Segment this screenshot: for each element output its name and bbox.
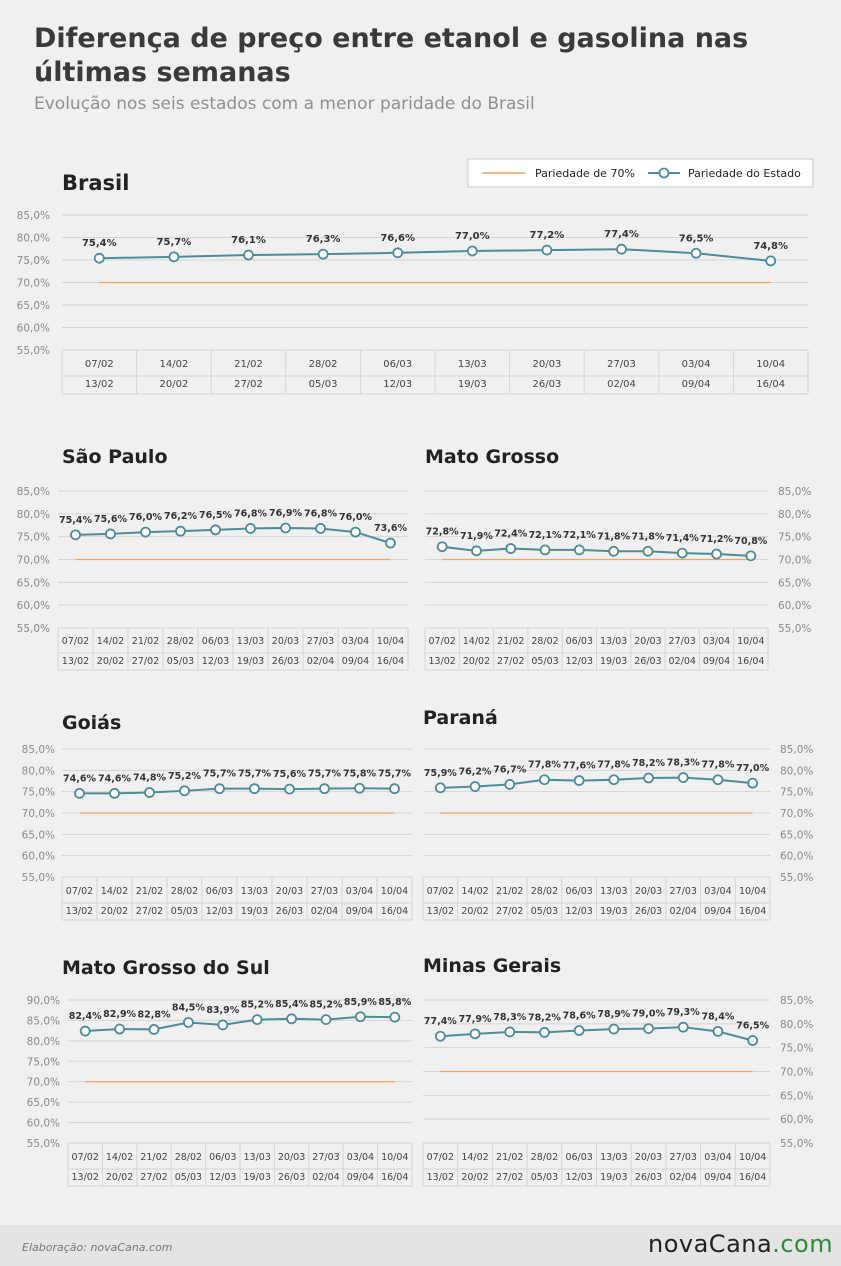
- y-tick-label: 85,0%: [780, 995, 814, 1007]
- data-label: 78,9%: [597, 1009, 631, 1021]
- y-tick-label: 80,0%: [778, 508, 812, 521]
- y-tick-label: 70,0%: [16, 554, 50, 567]
- data-label: 71,2%: [700, 534, 734, 546]
- data-label: 75,7%: [156, 236, 192, 248]
- data-label: 77,2%: [529, 230, 565, 242]
- x-tick-label-start: 20/03: [532, 359, 562, 370]
- x-tick-label-end: 19/03: [599, 656, 628, 667]
- x-tick-label-end: 12/03: [209, 1172, 237, 1183]
- data-label: 78,2%: [632, 758, 666, 770]
- x-tick-label-end: 12/03: [565, 906, 593, 917]
- x-tick-label-start: 27/03: [312, 1152, 340, 1163]
- x-tick-label-start: 14/02: [100, 886, 129, 897]
- x-tick-label-end: 26/03: [532, 379, 562, 390]
- y-tick-label: 55,0%: [26, 1138, 60, 1150]
- brand-suffix: .com: [772, 1230, 834, 1258]
- data-label: 79,3%: [666, 1007, 700, 1019]
- y-tick-label: 75,0%: [780, 786, 814, 799]
- y-tick-label: 55,0%: [16, 623, 50, 635]
- x-tick-label-end: 09/04: [681, 379, 711, 390]
- x-tick-label-end: 20/02: [462, 656, 491, 667]
- data-label: 85,4%: [275, 998, 309, 1010]
- data-label: 78,2%: [527, 1012, 561, 1024]
- x-tick-label-start: 06/03: [565, 636, 594, 647]
- x-tick-label-start: 21/02: [140, 1152, 168, 1163]
- x-tick-label-end: 16/04: [376, 656, 405, 667]
- x-tick-label-end: 20/02: [105, 1172, 134, 1183]
- data-label: 78,3%: [493, 1011, 527, 1023]
- y-tick-label: 55,0%: [780, 872, 814, 884]
- y-tick-label: 80,0%: [26, 1035, 60, 1048]
- data-label: 85,8%: [378, 997, 412, 1009]
- x-tick-label-start: 07/02: [71, 1152, 99, 1163]
- x-tick-label-end: 16/04: [737, 656, 765, 667]
- x-tick-label-start: 13/03: [600, 886, 628, 897]
- y-tick-label: 55,0%: [21, 872, 55, 884]
- x-tick-label-start: 27/03: [668, 636, 696, 647]
- x-tick-label-end: 27/02: [496, 906, 524, 917]
- data-label: 83,9%: [206, 1004, 240, 1016]
- x-tick-label-start: 14/02: [96, 636, 125, 647]
- y-tick-label: 70,0%: [21, 808, 55, 820]
- y-tick-label: 60,0%: [16, 322, 50, 335]
- data-point: [679, 1023, 688, 1032]
- chart-title: Paraná: [423, 707, 498, 729]
- x-tick-label-end: 26/03: [271, 656, 300, 667]
- x-tick-label-end: 12/03: [565, 656, 594, 667]
- x-tick-label-end: 09/04: [346, 1172, 375, 1183]
- x-tick-label-end: 26/03: [277, 1172, 306, 1183]
- y-tick-label: 85,0%: [778, 486, 812, 498]
- data-label: 75,8%: [343, 768, 376, 780]
- data-label: 75,4%: [81, 238, 117, 250]
- page-title: Diferença de preço entre etanol e gasolina nas últimas semanas: [34, 23, 749, 88]
- x-tick-label-start: 10/04: [756, 359, 786, 370]
- x-tick-label-end: 13/02: [71, 1172, 99, 1183]
- data-label: 71,8%: [597, 531, 631, 543]
- x-tick-label-start: 07/02: [426, 886, 455, 897]
- x-tick-label-end: 19/03: [600, 906, 628, 917]
- data-label: 77,9%: [458, 1013, 492, 1025]
- x-tick-label-start: 13/03: [600, 1152, 628, 1163]
- x-tick-label-start: 28/02: [531, 636, 559, 647]
- x-tick-label-start: 13/03: [236, 636, 265, 647]
- x-tick-label-start: 07/02: [65, 886, 94, 897]
- y-tick-label: 65,0%: [780, 829, 814, 842]
- x-tick-label-end: 27/02: [131, 656, 160, 667]
- x-tick-label-start: 20/03: [271, 636, 300, 647]
- x-tick-label-start: 14/02: [105, 1152, 134, 1163]
- x-tick-label-start: 07/02: [426, 1152, 455, 1163]
- data-label: 73,6%: [374, 523, 407, 535]
- data-label: 74,6%: [63, 773, 96, 785]
- data-label: 85,9%: [343, 996, 377, 1008]
- y-tick-label: 75,0%: [21, 786, 55, 799]
- x-tick-label-start: 27/03: [310, 886, 339, 897]
- chart-title: Brasil: [62, 171, 130, 195]
- x-tick-label-end: 27/02: [497, 656, 525, 667]
- y-tick-label: 70,0%: [778, 554, 812, 567]
- x-tick-label-end: 16/04: [738, 906, 767, 917]
- data-label: 76,2%: [164, 511, 197, 523]
- x-tick-label-start: 03/04: [346, 1152, 375, 1163]
- x-tick-label-start: 21/02: [135, 886, 164, 897]
- y-tick-label: 80,0%: [780, 1018, 814, 1031]
- data-label: 72,8%: [425, 526, 459, 538]
- y-tick-label: 60,0%: [16, 600, 50, 613]
- x-tick-label-start: 14/02: [462, 636, 491, 647]
- y-tick-label: 65,0%: [26, 1097, 60, 1110]
- y-tick-label: 85,0%: [21, 744, 55, 756]
- data-point: [540, 1028, 549, 1037]
- chart-title: Mato Grosso do Sul: [62, 957, 270, 979]
- x-tick-label-start: 06/03: [201, 636, 230, 647]
- chart-title: Minas Gerais: [423, 955, 562, 977]
- data-label: 76,0%: [339, 512, 372, 524]
- x-tick-label-end: 20/02: [461, 1172, 489, 1183]
- data-label: 77,8%: [701, 759, 735, 771]
- y-tick-label: 85,0%: [16, 210, 50, 222]
- data-label: 85,2%: [309, 999, 343, 1011]
- data-label: 76,7%: [493, 764, 527, 776]
- data-label: 76,2%: [458, 766, 492, 778]
- data-point: [748, 1036, 757, 1045]
- y-tick-label: 65,0%: [780, 1090, 814, 1103]
- x-tick-label-end: 02/04: [306, 656, 335, 667]
- x-tick-label-end: 16/04: [380, 906, 409, 917]
- data-point: [471, 1029, 480, 1038]
- y-tick-label: 80,0%: [16, 508, 50, 521]
- data-label: 77,4%: [423, 1016, 457, 1028]
- x-tick-label-end: 09/04: [702, 656, 731, 667]
- page-subtitle: Evolução nos seis estados com a menor paridade do Brasil: [34, 94, 535, 114]
- x-tick-label-start: 06/03: [205, 886, 234, 897]
- y-tick-label: 65,0%: [778, 577, 812, 590]
- x-tick-label-end: 12/03: [201, 656, 230, 667]
- x-tick-label-start: 03/04: [704, 886, 732, 897]
- data-label: 76,5%: [678, 233, 714, 245]
- data-label: 77,0%: [454, 231, 490, 242]
- y-tick-label: 80,0%: [16, 232, 50, 245]
- x-tick-label-end: 05/03: [531, 656, 559, 667]
- x-tick-label-end: 26/03: [634, 656, 662, 667]
- x-tick-label-start: 20/03: [634, 886, 663, 897]
- data-label: 74,8%: [133, 772, 166, 784]
- x-tick-label-end: 20/02: [159, 379, 189, 390]
- y-tick-label: 60,0%: [780, 850, 814, 863]
- x-tick-label-start: 13/03: [240, 886, 269, 897]
- y-tick-label: 85,0%: [780, 744, 814, 756]
- x-tick-label-start: 07/02: [428, 636, 456, 647]
- x-tick-label-end: 02/04: [669, 906, 697, 917]
- x-tick-label-start: 28/02: [174, 1152, 203, 1163]
- data-label: 71,8%: [631, 531, 665, 543]
- data-label: 76,9%: [269, 507, 302, 519]
- x-tick-label-start: 21/02: [234, 359, 263, 370]
- x-tick-label-end: 13/02: [428, 656, 456, 667]
- x-tick-label-end: 26/03: [634, 1172, 663, 1183]
- data-label: 74,8%: [753, 240, 789, 252]
- x-tick-label-start: 14/02: [461, 886, 489, 897]
- data-label: 75,2%: [168, 770, 201, 782]
- x-tick-label-start: 14/02: [461, 1152, 489, 1163]
- x-tick-label-end: 13/02: [426, 1172, 455, 1183]
- x-tick-label-end: 05/03: [308, 379, 338, 390]
- y-tick-label: 85,0%: [26, 1015, 60, 1028]
- y-tick-label: 75,0%: [26, 1056, 60, 1069]
- x-tick-label-start: 21/02: [131, 636, 160, 647]
- y-tick-label: 85,0%: [16, 486, 50, 498]
- data-label: 77,6%: [562, 760, 596, 772]
- x-tick-label-start: 21/02: [496, 1152, 524, 1163]
- x-tick-label-start: 10/04: [737, 636, 765, 647]
- brand-name: novaCana: [648, 1230, 773, 1258]
- data-point: [713, 1027, 722, 1036]
- x-tick-label-end: 13/02: [61, 656, 90, 667]
- x-tick-label-end: 02/04: [669, 1172, 697, 1183]
- x-tick-label-start: 06/03: [565, 886, 593, 897]
- x-tick-label-end: 26/03: [634, 906, 663, 917]
- data-label: 78,6%: [562, 1010, 596, 1022]
- x-tick-label-start: 07/02: [61, 636, 90, 647]
- data-label: 78,3%: [666, 757, 700, 769]
- data-label: 82,8%: [137, 1009, 171, 1021]
- data-label: 77,8%: [597, 759, 631, 771]
- x-tick-label-end: 09/04: [704, 1172, 732, 1183]
- x-tick-label-end: 13/02: [65, 906, 94, 917]
- x-tick-label-start: 28/02: [308, 359, 338, 370]
- y-tick-label: 75,0%: [780, 1042, 814, 1055]
- y-tick-label: 55,0%: [780, 1138, 814, 1150]
- x-tick-label-end: 05/03: [174, 1172, 203, 1183]
- data-label: 76,8%: [304, 508, 337, 520]
- y-tick-label: 70,0%: [780, 808, 814, 820]
- data-label: 77,0%: [736, 763, 770, 775]
- x-tick-label-end: 12/03: [205, 906, 234, 917]
- x-tick-label-end: 26/03: [275, 906, 304, 917]
- x-tick-label-end: 13/02: [426, 906, 455, 917]
- data-label: 76,8%: [234, 508, 267, 520]
- data-point: [505, 1027, 514, 1036]
- x-tick-label-start: 03/04: [681, 359, 711, 370]
- x-tick-label-start: 10/04: [381, 1152, 409, 1163]
- x-tick-label-start: 21/02: [497, 636, 525, 647]
- x-tick-label-end: 02/04: [310, 906, 339, 917]
- data-label: 84,5%: [171, 1002, 205, 1014]
- y-tick-label: 65,0%: [16, 300, 50, 312]
- data-label: 76,6%: [380, 232, 416, 244]
- data-label: 75,6%: [273, 769, 306, 781]
- x-tick-label-end: 27/02: [135, 906, 164, 917]
- x-tick-label-end: 16/04: [756, 379, 786, 390]
- y-tick-label: 65,0%: [16, 577, 50, 590]
- y-tick-label: 55,0%: [778, 623, 812, 635]
- x-tick-label-start: 06/03: [383, 359, 413, 370]
- x-tick-label-end: 05/03: [530, 906, 559, 917]
- x-tick-label-start: 13/03: [599, 636, 628, 647]
- data-label: 76,5%: [736, 1020, 770, 1032]
- x-tick-label-end: 16/04: [738, 1172, 767, 1183]
- data-label: 82,4%: [68, 1011, 102, 1023]
- x-tick-label-end: 09/04: [341, 656, 370, 667]
- data-label: 72,4%: [494, 528, 528, 540]
- x-tick-label-end: 02/04: [607, 379, 636, 390]
- x-tick-label-end: 02/04: [668, 656, 696, 667]
- x-tick-label-start: 28/02: [530, 886, 559, 897]
- data-label: 76,1%: [231, 235, 266, 247]
- data-label: 71,9%: [459, 530, 493, 542]
- data-label: 75,9%: [423, 767, 457, 779]
- data-label: 85,2%: [240, 999, 274, 1011]
- data-label: 82,9%: [103, 1009, 137, 1021]
- credit-text: Elaboração: novaCana.com: [22, 1241, 173, 1254]
- y-tick-label: 70,0%: [16, 277, 50, 290]
- x-tick-label-end: 13/02: [84, 379, 114, 390]
- data-label: 76,3%: [305, 234, 341, 246]
- x-tick-label-start: 27/03: [306, 636, 335, 647]
- legend-reference-label: Pariedade de 70%: [535, 167, 635, 180]
- data-label: 75,6%: [94, 513, 127, 525]
- x-tick-label-end: 16/04: [381, 1172, 409, 1183]
- legend-series-label: Pariedade do Estado: [688, 167, 801, 180]
- x-tick-label-start: 10/04: [380, 886, 409, 897]
- x-tick-label-end: 05/03: [170, 906, 199, 917]
- x-tick-label-start: 06/03: [209, 1152, 237, 1163]
- x-tick-label-end: 09/04: [345, 906, 374, 917]
- x-tick-label-end: 19/03: [240, 906, 269, 917]
- x-tick-label-end: 20/02: [100, 906, 129, 917]
- x-tick-label-end: 19/03: [236, 656, 265, 667]
- data-label: 75,7%: [378, 768, 411, 780]
- x-tick-label-end: 20/02: [461, 906, 489, 917]
- x-tick-label-start: 27/03: [669, 1152, 697, 1163]
- x-tick-label-end: 27/02: [496, 1172, 524, 1183]
- y-tick-label: 60,0%: [21, 850, 55, 863]
- x-tick-label-start: 27/03: [607, 359, 636, 370]
- x-tick-label-end: 12/03: [383, 379, 413, 390]
- x-tick-label-start: 28/02: [170, 886, 199, 897]
- x-tick-label-end: 19/03: [243, 1172, 271, 1183]
- x-tick-label-end: 27/02: [234, 379, 263, 390]
- x-tick-label-start: 14/02: [159, 359, 189, 370]
- chart-title: Goiás: [62, 712, 122, 734]
- y-tick-label: 60,0%: [778, 600, 812, 613]
- y-tick-label: 75,0%: [778, 531, 812, 544]
- data-label: 76,0%: [129, 512, 162, 524]
- x-tick-label-end: 05/03: [166, 656, 195, 667]
- x-tick-label-start: 20/03: [634, 636, 662, 647]
- x-tick-label-end: 20/02: [96, 656, 125, 667]
- x-tick-label-start: 21/02: [496, 886, 524, 897]
- x-tick-label-start: 10/04: [738, 886, 767, 897]
- data-label: 70,8%: [734, 535, 768, 547]
- data-label: 72,1%: [528, 529, 562, 541]
- y-tick-label: 60,0%: [780, 1114, 814, 1127]
- x-tick-label-start: 20/03: [634, 1152, 663, 1163]
- x-tick-label-end: 27/02: [140, 1172, 168, 1183]
- x-tick-label-start: 03/04: [702, 636, 731, 647]
- x-tick-label-start: 03/04: [345, 886, 374, 897]
- y-tick-label: 55,0%: [16, 345, 50, 357]
- x-tick-label-end: 02/04: [312, 1172, 340, 1183]
- data-label: 79,0%: [632, 1008, 666, 1020]
- chart-title: Mato Grosso: [425, 446, 560, 468]
- data-label: 75,7%: [203, 768, 236, 780]
- data-point: [644, 1024, 653, 1033]
- x-tick-label-start: 28/02: [530, 1152, 559, 1163]
- x-tick-label-end: 19/03: [457, 379, 487, 390]
- data-point: [609, 1025, 618, 1034]
- x-tick-label-start: 13/03: [243, 1152, 271, 1163]
- x-tick-label-start: 03/04: [704, 1152, 732, 1163]
- data-label: 76,5%: [199, 509, 232, 521]
- y-tick-label: 90,0%: [26, 995, 60, 1007]
- x-tick-label-end: 19/03: [600, 1172, 628, 1183]
- x-tick-label-start: 13/03: [457, 359, 487, 370]
- data-label: 77,8%: [527, 759, 561, 771]
- y-tick-label: 65,0%: [21, 829, 55, 842]
- y-tick-label: 75,0%: [16, 255, 50, 267]
- data-label: 77,4%: [604, 229, 639, 241]
- series-line: [440, 1027, 752, 1040]
- data-label: 75,4%: [59, 514, 92, 526]
- x-tick-label-end: 12/03: [565, 1172, 593, 1183]
- x-tick-label-start: 10/04: [376, 636, 405, 647]
- x-tick-label-start: 06/03: [565, 1152, 593, 1163]
- chart-title: São Paulo: [62, 446, 168, 468]
- data-label: 78,4%: [701, 1011, 735, 1023]
- data-label: 75,7%: [238, 768, 271, 780]
- x-tick-label-start: 20/03: [277, 1152, 306, 1163]
- data-label: 72,1%: [562, 529, 596, 541]
- y-tick-label: 75,0%: [16, 531, 50, 544]
- data-point: [436, 1032, 445, 1041]
- y-tick-label: 80,0%: [780, 765, 814, 778]
- x-tick-label-start: 27/03: [669, 886, 697, 897]
- x-tick-label-start: 20/03: [275, 886, 304, 897]
- data-label: 71,4%: [665, 533, 699, 545]
- x-tick-label-start: 07/02: [84, 359, 114, 370]
- data-label: 74,6%: [98, 773, 131, 785]
- y-tick-label: 80,0%: [21, 765, 55, 778]
- x-tick-label-start: 28/02: [166, 636, 195, 647]
- y-tick-label: 70,0%: [26, 1076, 60, 1089]
- y-tick-label: 60,0%: [26, 1117, 60, 1130]
- brand-logo: [648, 1230, 833, 1258]
- x-tick-label-start: 10/04: [738, 1152, 767, 1163]
- x-tick-label-end: 05/03: [530, 1172, 559, 1183]
- y-tick-label: 70,0%: [780, 1066, 814, 1079]
- x-tick-label-end: 09/04: [704, 906, 732, 917]
- data-label: 75,7%: [308, 768, 341, 780]
- data-point: [575, 1026, 584, 1035]
- x-tick-label-start: 03/04: [341, 636, 370, 647]
